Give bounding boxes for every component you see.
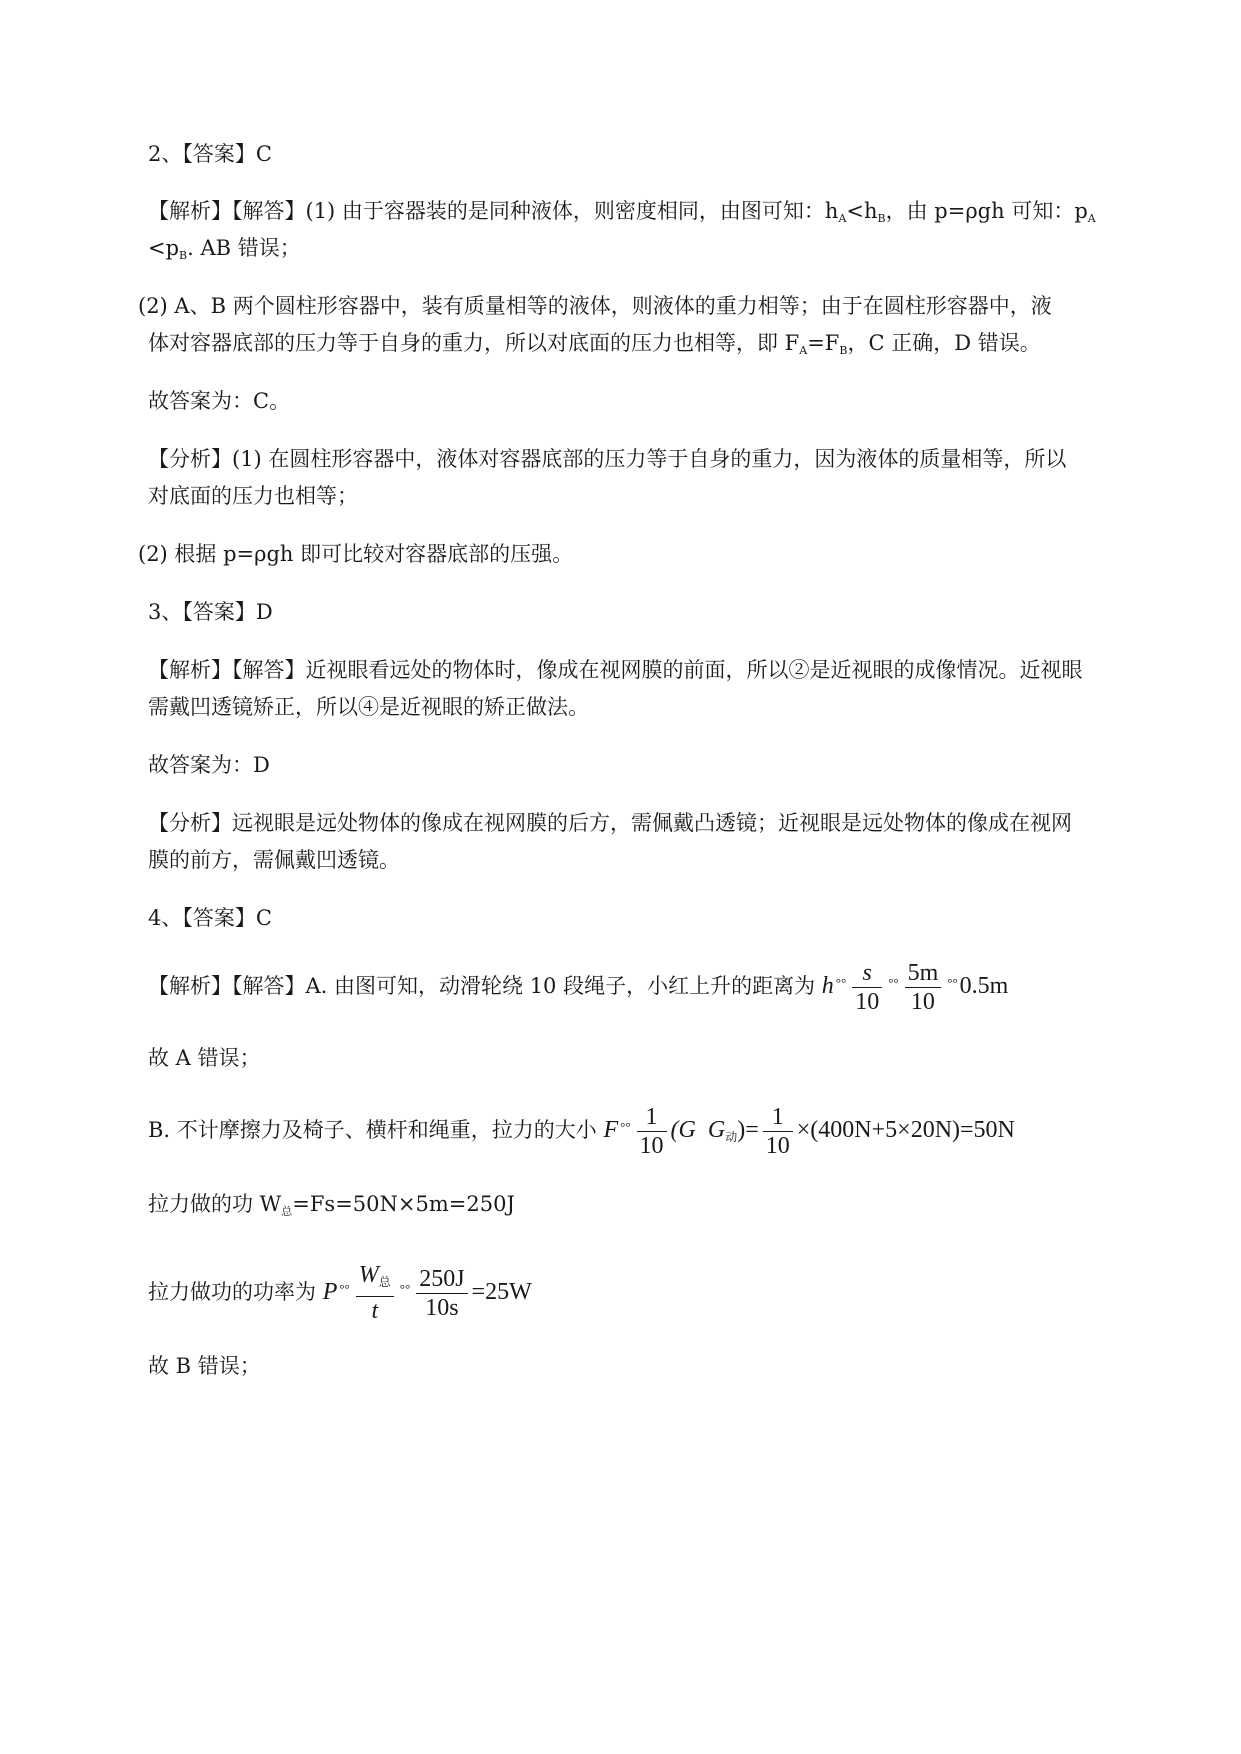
text-run: 体对容器底部的压力等于自身的重力，所以对底面的压力也相等，即 F: [148, 331, 800, 355]
subscript: B: [877, 212, 886, 225]
text-run: . AB 错误；: [187, 236, 301, 260]
formula-relation-glyph: °°: [620, 1119, 631, 1134]
q4-analysis-a: [148, 954, 1008, 1016]
text-run: 【解析】【解答】A. 由图可知，动滑轮绕 10 段绳子，小红上升的距离为: [148, 974, 816, 998]
text-run: B. 不计摩擦力及椅子、横杆和绳重，拉力的大小: [148, 1118, 597, 1142]
q3-remark-line2: 膜的前方，需佩戴凹透镜。: [148, 848, 400, 872]
q2-conclusion: 故答案为：C。: [148, 389, 291, 413]
formula-force: [603, 1103, 1015, 1159]
text-run: ，C 正确，D 错误。: [847, 331, 1041, 355]
numerator: 250J: [416, 1265, 467, 1294]
fraction: [356, 1261, 394, 1325]
text-run: =Fs=50N×5m=250J: [292, 1192, 515, 1216]
q4-work: [148, 1188, 515, 1228]
q2-analysis-line4: [148, 327, 1041, 367]
q2-remark-line3: (2) 根据 p=ρgh 即可比较对容器底部的压强。: [138, 542, 574, 566]
denominator: 10: [639, 1132, 664, 1159]
fraction: [763, 1103, 793, 1160]
q2-remark-line1: 【分析】(1) 在圆柱形容器中，液体对容器底部的压力等于自身的重力，因为液体的质量相等，所以: [148, 447, 1067, 471]
subscript: A: [1087, 212, 1096, 225]
q3-remark-line1: 【分析】远视眼是远处物体的像成在视网膜的后方，需佩戴凸透镜；近视眼是远处物体的像成在视网: [148, 811, 1072, 835]
fraction: [416, 1265, 467, 1322]
denominator: 10s: [425, 1294, 459, 1321]
formula-relation-glyph: °°: [399, 1281, 411, 1296]
q4-b-conclusion: 故 B 错误；: [148, 1354, 261, 1378]
text-run: 拉力做功的功率为: [148, 1280, 316, 1304]
text-run: ，由 p=ρgh 可知：p: [885, 199, 1088, 223]
denominator: 10: [910, 988, 935, 1015]
numerator: 1: [763, 1103, 793, 1132]
subscript: 动: [725, 1130, 738, 1144]
q3-analysis-line1: 【解析】【解答】近视眼看远处的物体时，像成在视网膜的前面，所以②是近视眼的成像情况。近视眼: [148, 658, 1083, 682]
subscript: A: [799, 344, 808, 357]
formula-result: ×(400N+5×20N)=50N: [796, 1117, 1015, 1143]
text-run: 拉力做的功 W: [148, 1192, 282, 1216]
fraction: [637, 1103, 667, 1160]
formula-var: h: [821, 973, 834, 999]
numerator: [356, 1261, 394, 1297]
formula-var: P: [322, 1279, 338, 1305]
q2-analysis-line2: [148, 232, 301, 272]
subscript: A: [838, 212, 847, 225]
q3-answer: 3、【答案】D: [148, 600, 273, 624]
subscript: B: [179, 249, 188, 262]
denominator: 10: [855, 988, 880, 1015]
numerator: 1: [637, 1103, 667, 1132]
q4-answer: 4、【答案】C: [148, 906, 272, 930]
q2-analysis-line3: (2) A、B 两个圆柱形容器中，装有质量相等的液体，则液体的重力相等；由于在圆柱形容器中，液: [138, 294, 1052, 318]
q3-analysis-line2: 需戴凹透镜矫正，所以④是近视眼的矫正做法。: [148, 695, 589, 719]
denominator: t: [371, 1298, 379, 1325]
formula-relation-glyph: °°: [947, 975, 958, 990]
q4-power: [148, 1260, 532, 1325]
q2-remark-line2: 对底面的压力也相等；: [148, 484, 358, 508]
formula-relation-glyph: °°: [835, 975, 847, 990]
formula-term: )=: [737, 1117, 759, 1143]
formula-relation-glyph: °°: [888, 975, 899, 990]
q4-a-conclusion: 故 A 错误；: [148, 1046, 261, 1070]
numerator: 5m: [905, 959, 942, 988]
fraction: [852, 959, 882, 1016]
q2-answer: 2、【答案】C: [148, 142, 272, 166]
formula-term: G: [707, 1117, 726, 1143]
q2-analysis-line1: [148, 195, 1096, 235]
formula-term: (G: [670, 1117, 696, 1143]
formula-result: =25W: [471, 1279, 532, 1305]
subscript: 总: [378, 1275, 391, 1290]
q3-conclusion: 故答案为：D: [148, 753, 270, 777]
q4-analysis-b: [148, 1098, 1015, 1166]
subscript: B: [839, 344, 848, 357]
denominator: 10: [765, 1132, 790, 1159]
fraction: [905, 959, 942, 1016]
numerator: s: [852, 959, 882, 988]
text-run: =F: [807, 331, 840, 355]
subscript: 总: [281, 1205, 293, 1218]
text-run: <h: [846, 199, 878, 223]
formula-term: W: [358, 1262, 379, 1289]
text-run: 【解析】【解答】(1) 由于容器装的是同种液体，则密度相同，由图可知：h: [148, 199, 839, 223]
text-run: <p: [148, 236, 180, 260]
formula-power: [322, 1262, 532, 1325]
formula-relation-glyph: °°: [339, 1281, 350, 1296]
formula-result: 0.5m: [959, 973, 1009, 999]
formula-distance: [821, 959, 1009, 1015]
formula-var: F: [603, 1117, 619, 1143]
